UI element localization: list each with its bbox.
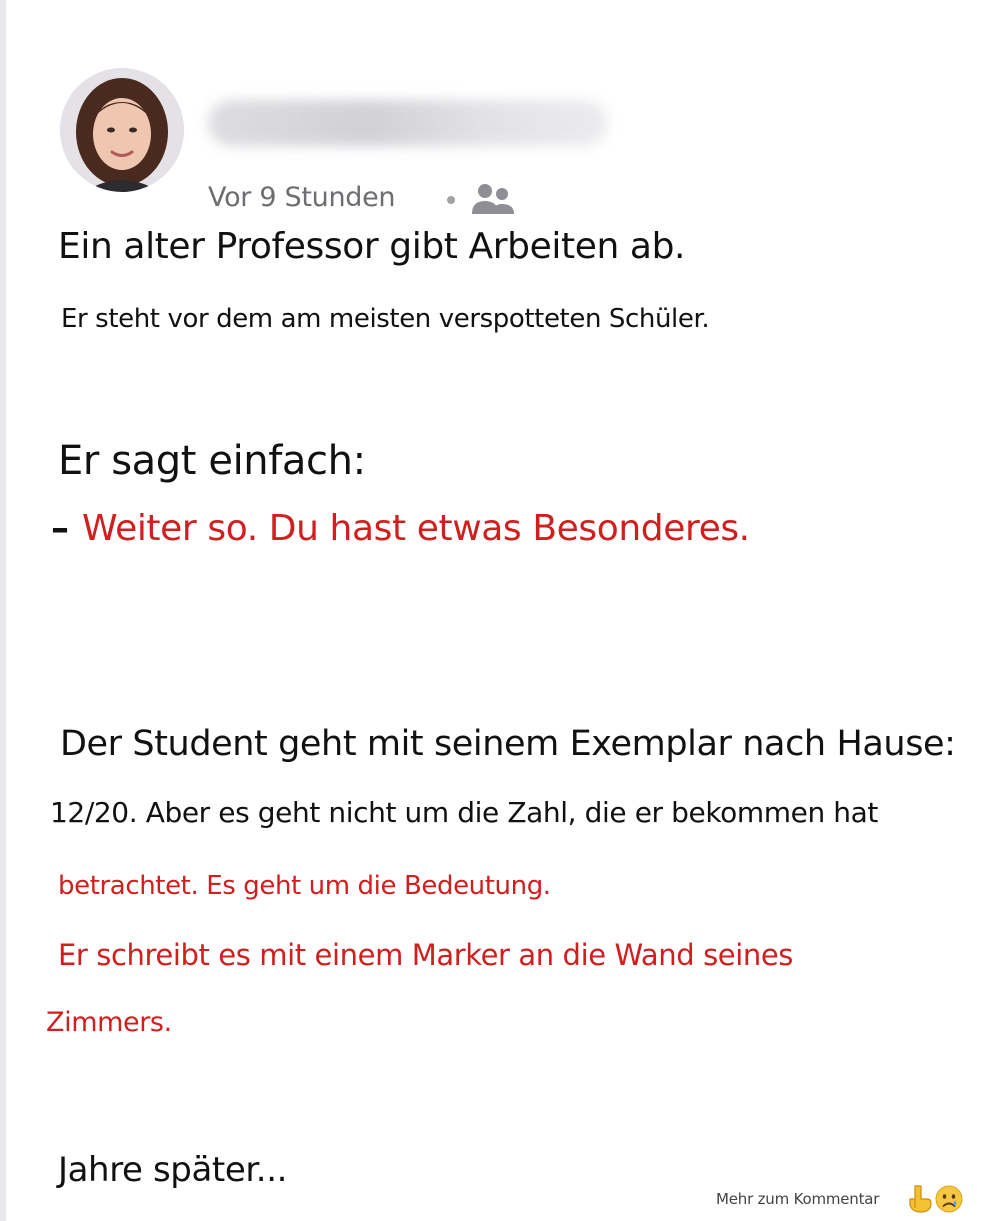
sad-face-icon [934, 1184, 964, 1214]
author-avatar[interactable] [60, 68, 184, 192]
story-quote: Weiter so. Du hast etwas Besonderes. [82, 508, 750, 549]
story-line-grade: 12/20. Aber es geht nicht um die Zahl, die er bekommen hat [50, 796, 878, 829]
avatar-photo-icon [60, 68, 184, 192]
story-line-stands: Er steht vor dem am meisten verspotteten Schüler. [61, 304, 710, 334]
pointing-down-icon [904, 1184, 934, 1214]
story-line-meaning: betrachtet. Es geht um die Bedeutung. [58, 871, 551, 901]
story-intro: Ein alter Professor gibt Arbeiten ab. [58, 226, 686, 267]
more-in-comments-link[interactable]: Mehr zum Kommentar [716, 1190, 880, 1208]
window-edge [0, 0, 6, 1221]
meta-separator [447, 196, 455, 204]
quote-dash: – [51, 508, 69, 549]
story-line-says: Er sagt einfach: [58, 438, 366, 484]
post-timestamp[interactable]: Vor 9 Stunden [208, 182, 396, 213]
author-name-blurred[interactable] [208, 100, 608, 146]
friends-icon [470, 180, 516, 218]
story-line-student: Der Student geht mit seinem Exemplar nach Hause: [60, 724, 956, 764]
story-line-marker: Er schreibt es mit einem Marker an die Wand seines [58, 938, 794, 972]
story-line-years: Jahre später... [58, 1150, 288, 1190]
story-line-room: Zimmers. [46, 1007, 172, 1038]
